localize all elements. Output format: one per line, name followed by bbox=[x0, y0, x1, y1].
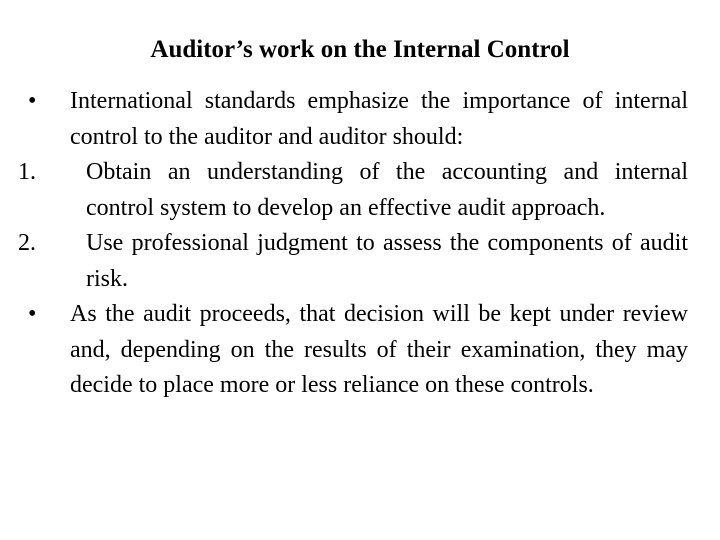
bullet-text: As the audit proceeds, that decision will be kept under review and, depending on the results of their examination, they may decide to place more or less reliance on these controls. bbox=[70, 301, 688, 398]
numbered-text: Use professional judgment to assess the components of audit risk. bbox=[86, 230, 688, 292]
slide-title: Auditor’s work on the Internal Control bbox=[150, 36, 570, 63]
bullet-item bbox=[18, 84, 688, 155]
bullet-text: International standards emphasize the importance of internal control to the auditor and auditor should: bbox=[70, 88, 688, 150]
bullet-marker: • bbox=[28, 301, 37, 327]
number-marker: 1. bbox=[18, 159, 36, 185]
bullet-marker: • bbox=[28, 88, 37, 114]
numbered-text: Obtain an understanding of the accounting and internal control system to develop an effective audit approach. bbox=[86, 159, 688, 221]
bullet-item bbox=[18, 297, 688, 404]
numbered-item bbox=[18, 226, 688, 297]
number-marker: 2. bbox=[18, 230, 36, 256]
numbered-item bbox=[18, 155, 688, 226]
slide-body bbox=[18, 84, 688, 404]
